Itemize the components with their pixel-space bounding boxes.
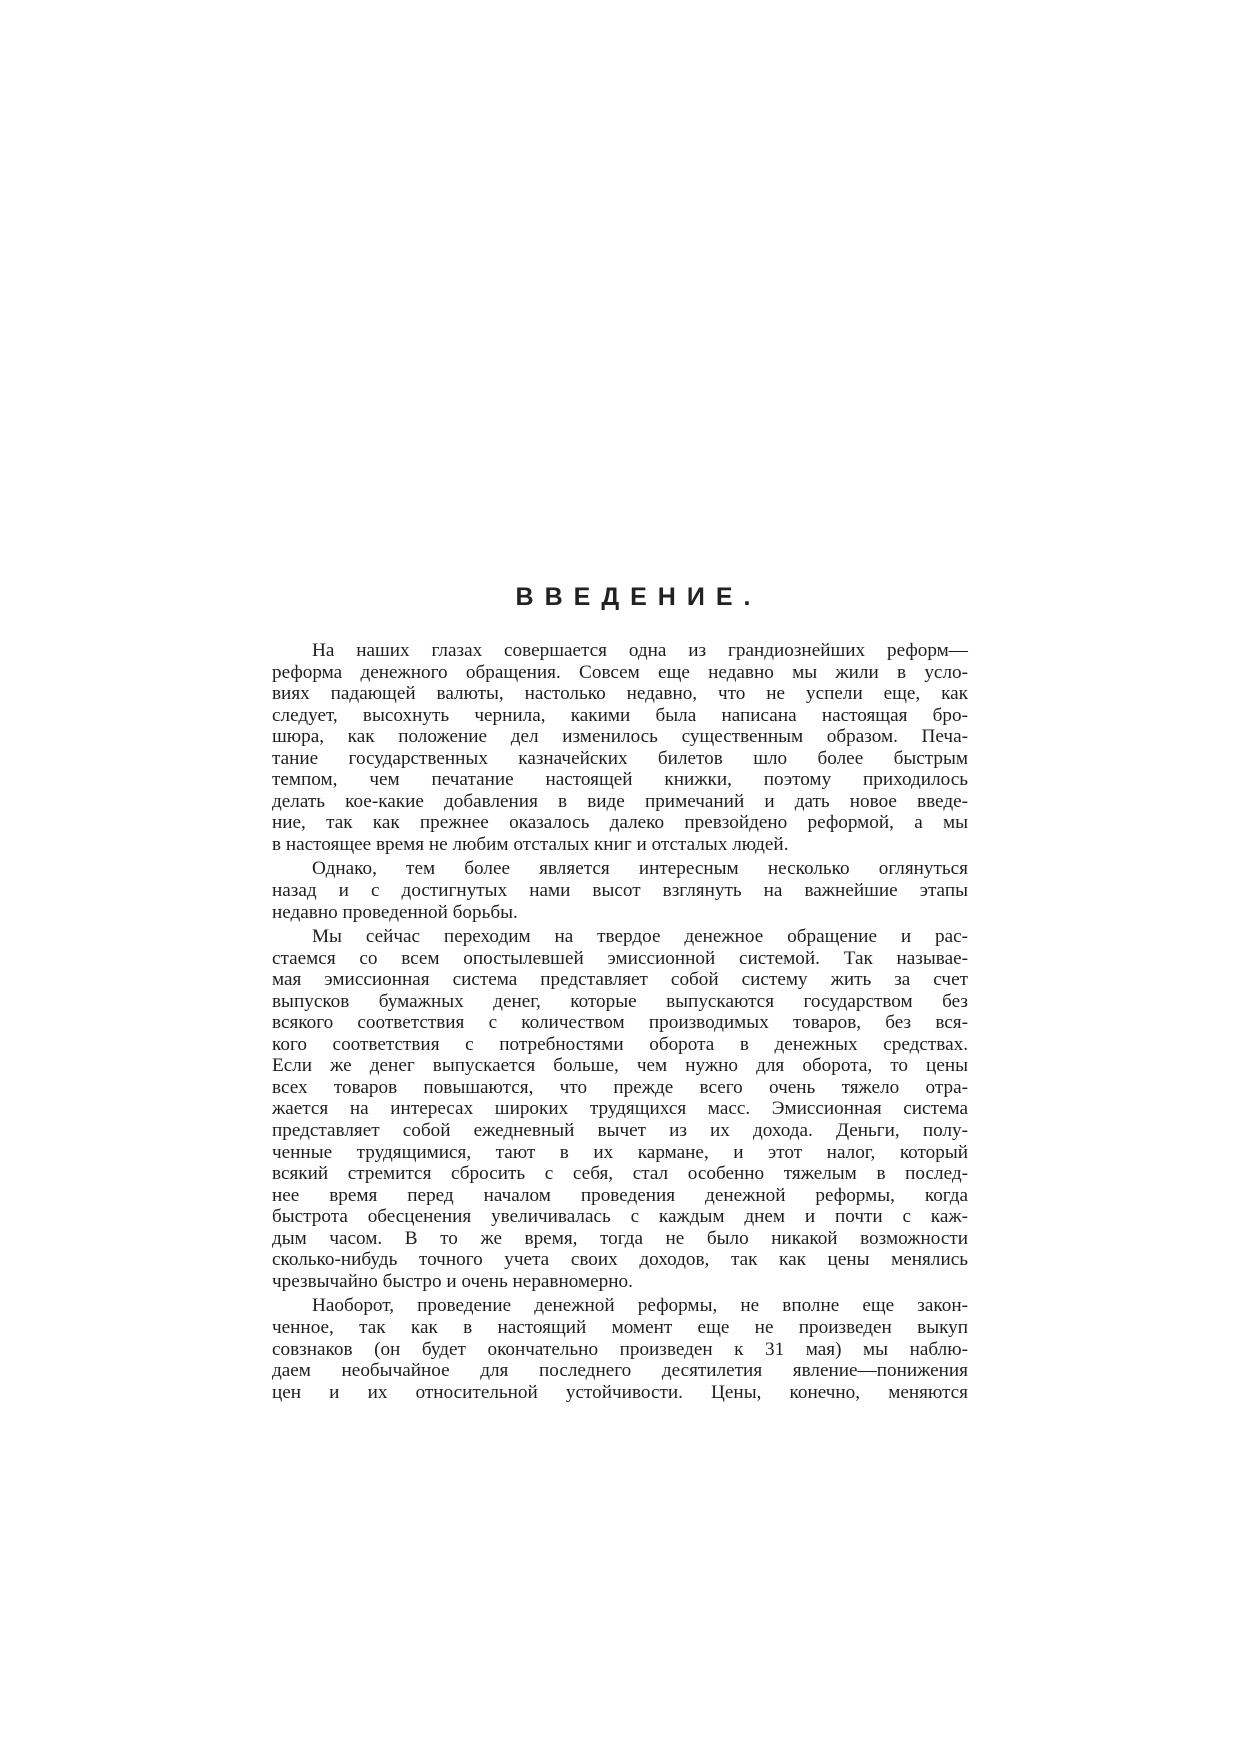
text-line: всех товаров повышаются, что прежде всего очень тяжело отра- — [272, 1076, 968, 1098]
text-line: стаемся со всем опостылевшей эмиссионной системой. Так называе- — [272, 947, 968, 969]
text-line: даем необычайное для последнего десятилетия явление—понижения — [272, 1360, 968, 1382]
paragraph — [272, 640, 968, 855]
text-line: быстрота обесценения увеличивалась с каждым днем и почти с каж- — [272, 1206, 968, 1228]
text-line: дым часом. В то же время, тогда не было никакой возможности — [272, 1227, 968, 1249]
text-line: Если же денег выпускается больше, чем нужно для оборота, то цены — [272, 1055, 968, 1077]
text-line: виях падающей валюты, настолько недавно, что не успели еще, как — [272, 683, 968, 705]
text-line: кого соответствия с потребностями оборота в денежных средствах. — [272, 1033, 968, 1055]
text-line: шюра, как положение дел изменилось существенным образом. Печа- — [272, 726, 968, 748]
paragraph — [272, 926, 968, 1292]
text-line: ченные трудящимися, тают в их кармане, и этот налог, который — [272, 1141, 968, 1163]
text-line: На наших глазах совершается одна из грандиознейших реформ— — [312, 640, 968, 661]
text-line: всякого соответствия с количеством производимых товаров, без вся- — [272, 1012, 968, 1034]
text-line: совзнаков (он будет окончательно произведен к 31 мая) мы наблю- — [272, 1338, 968, 1360]
text-line: тание государственных казначейских билетов шло более быстрым — [272, 747, 968, 769]
text-line: делать кое-какие добавления в виде примечаний и дать новое введе- — [272, 790, 968, 812]
text-line: назад и с достигнутых нами высот взглянуть на важнейшие этапы — [272, 880, 968, 902]
text-line: всякий стремится сбросить с себя, стал особенно тяжелым в послед- — [272, 1163, 968, 1185]
text-line: ние, так как прежнее оказалось далеко превзойдено реформой, а мы — [272, 812, 968, 834]
text-line: следует, высохнуть чернила, какими была написана настоящая бро- — [272, 704, 968, 726]
text-line: представляет собой ежедневный вычет из их дохода. Деньги, полу- — [272, 1120, 968, 1142]
text-line: выпусков бумажных денег, которые выпускаются государством без — [272, 990, 968, 1012]
text-line: чрезвычайно быстро и очень неравномерно. — [272, 1270, 633, 1292]
text-line: нее время перед началом проведения денежной реформы, когда — [272, 1184, 968, 1206]
page-title: ВВЕДЕНИЕ. — [515, 583, 762, 611]
paragraph — [272, 858, 968, 923]
paragraph — [272, 1295, 968, 1403]
text-line: сколько-нибудь точного учета своих доходов, так как цены менялись — [272, 1249, 968, 1271]
text-line: реформа денежного обращения. Совсем еще недавно мы жили в усло- — [272, 661, 968, 683]
text-line: цен и их относительной устойчивости. Цены, конечно, меняются — [272, 1381, 968, 1403]
text-line: жается на интересах широких трудящихся масс. Эмиссионная система — [272, 1098, 968, 1120]
text-line: ченное, так как в настоящий момент еще не произведен выкуп — [272, 1316, 968, 1338]
text-line: Мы сейчас переходим на твердое денежное обращение и рас- — [312, 926, 968, 948]
text-line: в настоящее время не любим отсталых книг и отсталых людей. — [272, 833, 789, 855]
text-line: недавно проведенной борьбы. — [272, 901, 518, 923]
text-line: темпом, чем печатание настоящей книжки, поэтому приходилось — [272, 769, 968, 791]
body-text — [272, 640, 968, 1403]
text-line: Однако, тем более является интересным несколько оглянуться — [312, 858, 968, 880]
text-line: мая эмиссионная система представляет собой систему жить за счет — [272, 969, 968, 991]
text-line: Наоборот, проведение денежной реформы, не вполне еще закон- — [312, 1295, 968, 1317]
